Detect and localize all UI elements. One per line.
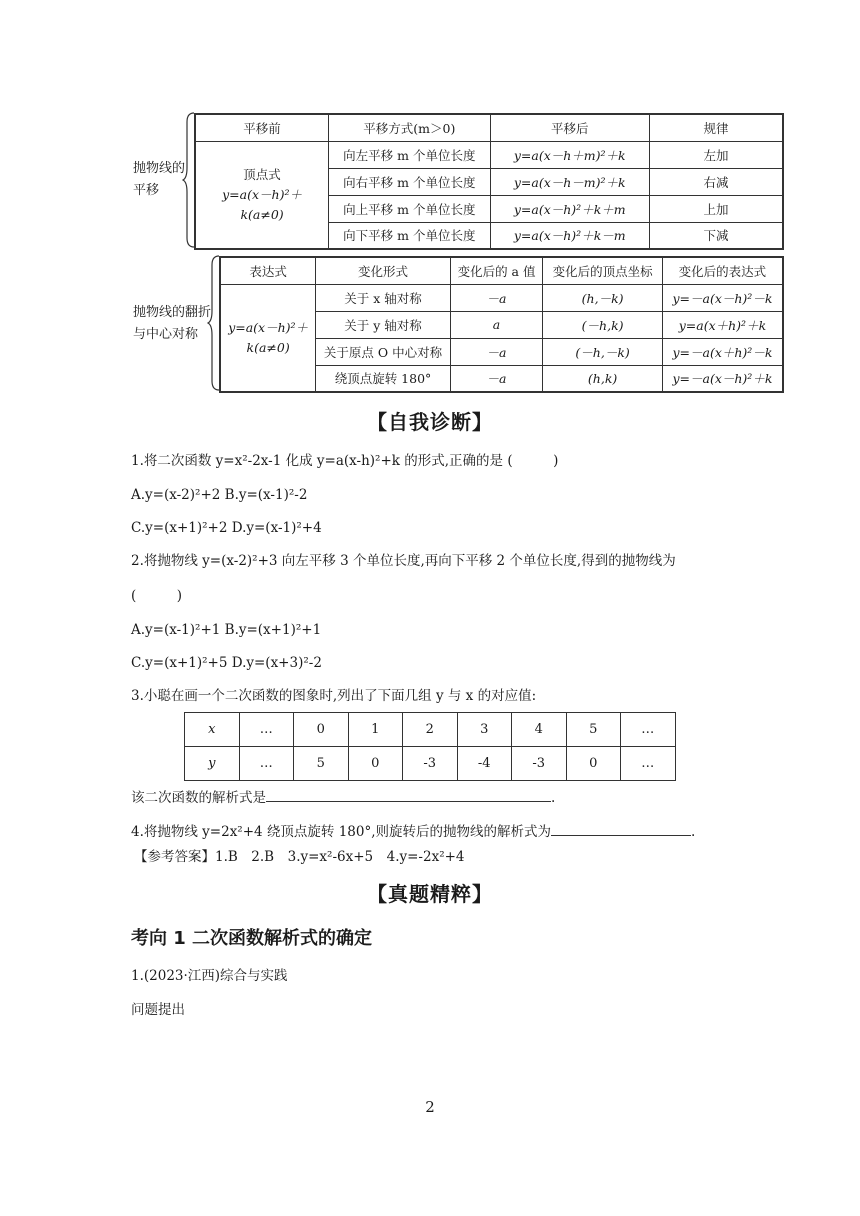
table1-header-before: 平移前 (195, 114, 329, 141)
value-table-x-cell: 5 (566, 713, 621, 747)
table2-row2-vertex: (－h,k) (543, 311, 663, 338)
value-table-x-cell: 1 (348, 713, 403, 747)
table2-row1-form: 关于 x 轴对称 (316, 284, 450, 311)
table2-group-label-line1: 抛物线的翻折 (133, 305, 212, 320)
table1-row3-after: y=a(x－h)²＋k＋m (490, 195, 649, 222)
table1-vertex-form-line1: 顶点式 (243, 166, 281, 182)
table2-header-expr: 变化后的表达式 (662, 257, 783, 284)
value-table-y-cell: … (239, 747, 294, 781)
table2-row3-form: 关于原点 O 中心对称 (316, 338, 450, 365)
table2-row4-vertex: (h,k) (543, 365, 663, 392)
question1-options-cd: C.y=(x+1)²+2 D.y=(x-1)²+4 (131, 520, 322, 536)
value-table-y-label: y (185, 747, 240, 781)
table1-row4-method: 向下平移 m 个单位长度 (329, 222, 490, 249)
table2-group-label (133, 302, 211, 346)
value-table-x-cell: 0 (294, 713, 349, 747)
table2-header-vertex: 变化后的顶点坐标 (543, 257, 663, 284)
table2-group-label-line2: 与中心对称 (133, 327, 199, 342)
table2-row3-a: －a (450, 338, 543, 365)
question2-options-ab: A.y=(x-1)²+1 B.y=(x+1)²+1 (131, 622, 322, 638)
table1-group-label-line1: 抛物线的 (133, 161, 186, 176)
table2-header-a: 变化后的 a 值 (450, 257, 543, 284)
table1-translation (194, 113, 784, 250)
table2-row2-form: 关于 y 轴对称 (316, 311, 450, 338)
table2-header-form: 变化形式 (316, 257, 450, 284)
table2-expression-line1: y=a(x－h)²＋ (228, 319, 309, 335)
table1-vertex-form-line3: k(a≠0) (240, 206, 284, 222)
table2-expression-cell (220, 284, 316, 392)
question4-blank[interactable] (551, 822, 691, 836)
table1-row2-method: 向右平移 m 个单位长度 (329, 168, 490, 195)
question2-options-cd: C.y=(x+1)²+5 D.y=(x+3)²-2 (131, 655, 322, 671)
question1-options-ab: A.y=(x-2)²+2 B.y=(x-1)²-2 (131, 487, 308, 503)
table2-reflection (219, 256, 784, 393)
table2-row3-vertex: (－h,－k) (543, 338, 663, 365)
table2-expression-line2: k(a≠0) (246, 339, 290, 355)
question4-answer-line (131, 822, 695, 842)
value-table-x-cell: 4 (512, 713, 567, 747)
table2-row2-expr: y=a(x＋h)²＋k (662, 311, 783, 338)
table1-row1-rule: 左加 (649, 141, 783, 168)
topic-heading: 考向 1 二次函数解析式的确定 (131, 928, 373, 949)
table1-row3-rule: 上加 (649, 195, 783, 222)
table2-row1-a: －a (450, 284, 543, 311)
table1-header-after: 平移后 (490, 114, 649, 141)
table1-vertex-form-line2: y=a(x－h)²＋ (222, 186, 302, 202)
table1-row1-after: y=a(x－h＋m)²＋k (490, 141, 649, 168)
question2-stem: 2.将抛物线 y=(x-2)²+3 向左平移 3 个单位长度,再向下平移 2 个单位长度,得到的抛物线为 (131, 553, 676, 569)
section-title-real-questions: 【真题精粹】 (367, 882, 493, 906)
value-table-y-cell: -3 (403, 747, 458, 781)
table1-row4-rule: 下减 (649, 222, 783, 249)
table2-row4-expr: y=－a(x－h)²＋k (662, 365, 783, 392)
table2-row2-a: a (450, 311, 543, 338)
value-table-y-cell: 5 (294, 747, 349, 781)
table2-row3-expr: y=－a(x＋h)²－k (662, 338, 783, 365)
table2-header-expression: 表达式 (220, 257, 316, 284)
value-table-x-cell: … (239, 713, 294, 747)
question3-answer-line (131, 788, 555, 808)
table1-group-label-line2: 平移 (133, 183, 160, 198)
value-table-y-cell: -4 (457, 747, 512, 781)
value-table-x-cell: … (621, 713, 676, 747)
table2-row1-expr: y=－a(x－h)²－k (662, 284, 783, 311)
table1-row2-after: y=a(x－h－m)²＋k (490, 168, 649, 195)
table1-vertex-form-cell (195, 141, 329, 249)
table2-row1-vertex: (h,－k) (543, 284, 663, 311)
value-table-y-cell: 0 (566, 747, 621, 781)
question2-paren: ( ) (131, 588, 183, 604)
table1-row2-rule: 右减 (649, 168, 783, 195)
value-table-y-cell: -3 (512, 747, 567, 781)
question4-period: . (691, 824, 696, 840)
section-title-self-diagnosis: 【自我诊断】 (367, 410, 493, 434)
question4-stem: 4.将抛物线 y=2x²+4 绕顶点旋转 180°,则旋转后的抛物线的解析式为 (131, 824, 552, 840)
question3-tail: 该二次函数的解析式是 (131, 790, 266, 806)
table1-row1-method: 向左平移 m 个单位长度 (329, 141, 490, 168)
table1-row3-method: 向上平移 m 个单位长度 (329, 195, 490, 222)
table1-header-rule: 规律 (649, 114, 783, 141)
page-number: 2 (425, 1098, 435, 1116)
value-table-y-cell: … (621, 747, 676, 781)
question3-value-table (184, 712, 676, 781)
value-table-x-cell: 3 (457, 713, 512, 747)
value-table-y-cell: 0 (348, 747, 403, 781)
question1-stem: 1.将二次函数 y=x²-2x-1 化成 y=a(x-h)²+k 的形式,正确的是 ( ) (131, 453, 559, 469)
problem1-title: 1.(2023·江西)综合与实践 (131, 968, 288, 984)
question3-blank[interactable] (266, 788, 551, 802)
question3-period: . (551, 790, 556, 806)
table1-row4-after: y=a(x－h)²＋k－m (490, 222, 649, 249)
table1-group-label (133, 158, 185, 202)
value-table-x-cell: 2 (403, 713, 458, 747)
reference-answers: 【参考答案】1.B 2.B 3.y=x²-6x+5 4.y=-2x²+4 (134, 849, 465, 865)
table2-row4-form: 绕顶点旋转 180° (316, 365, 450, 392)
question3-stem: 3.小聪在画一个二次函数的图象时,列出了下面几组 y 与 x 的对应值: (131, 688, 537, 704)
value-table-x-label: x (185, 713, 240, 747)
table2-row4-a: －a (450, 365, 543, 392)
table1-header-method: 平移方式(m＞0) (329, 114, 490, 141)
problem1-subheading: 问题提出 (131, 1002, 185, 1018)
